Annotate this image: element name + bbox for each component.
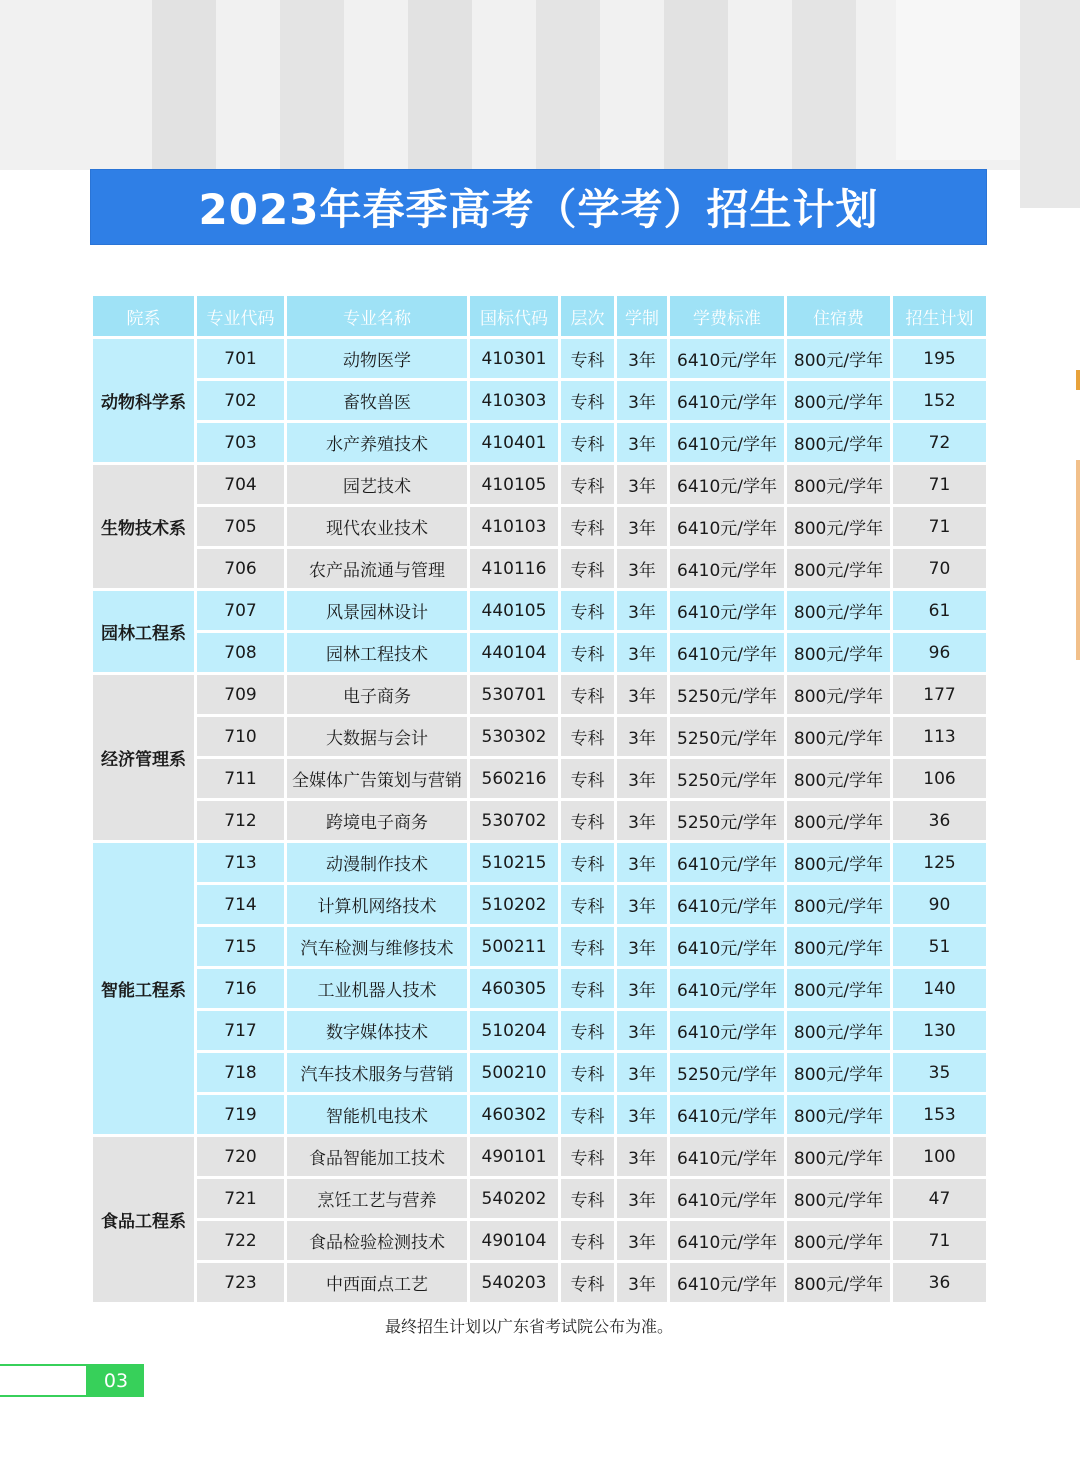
standard-code-cell: 530302: [470, 717, 558, 756]
header-lodging: 住宿费: [787, 296, 890, 336]
lodging-cell: 800元/学年: [787, 1053, 890, 1092]
major-name-cell: 智能机电技术: [287, 1095, 467, 1134]
duration-cell: 3年: [617, 549, 667, 588]
major-name-cell: 全媒体广告策划与营销: [287, 759, 467, 798]
level-cell: 专科: [561, 1011, 614, 1050]
plan-cell: 106: [893, 759, 986, 798]
duration-cell: 3年: [617, 507, 667, 546]
level-cell: 专科: [561, 885, 614, 924]
duration-cell: 3年: [617, 1095, 667, 1134]
table-row: [93, 1263, 986, 1302]
lodging-cell: 800元/学年: [787, 465, 890, 504]
department-cell: 生物技术系: [93, 465, 194, 588]
plan-cell: 72: [893, 423, 986, 462]
plan-cell: 153: [893, 1095, 986, 1134]
tuition-cell: 5250元/学年: [670, 801, 784, 840]
tuition-cell: 6410元/学年: [670, 549, 784, 588]
lodging-cell: 800元/学年: [787, 717, 890, 756]
tuition-cell: 6410元/学年: [670, 507, 784, 546]
duration-cell: 3年: [617, 591, 667, 630]
major-code-cell: 720: [197, 1137, 284, 1176]
standard-code-cell: 500211: [470, 927, 558, 966]
plan-cell: 195: [893, 339, 986, 378]
level-cell: 专科: [561, 717, 614, 756]
page-strip: [0, 1364, 88, 1397]
standard-code-cell: 460302: [470, 1095, 558, 1134]
tuition-cell: 5250元/学年: [670, 717, 784, 756]
plan-cell: 152: [893, 381, 986, 420]
standard-code-cell: 510204: [470, 1011, 558, 1050]
standard-code-cell: 410105: [470, 465, 558, 504]
major-code-cell: 712: [197, 801, 284, 840]
table-row: [93, 423, 986, 462]
major-code-cell: 713: [197, 843, 284, 882]
plan-cell: 36: [893, 1263, 986, 1302]
lodging-cell: 800元/学年: [787, 969, 890, 1008]
lodging-cell: 800元/学年: [787, 1221, 890, 1260]
tuition-cell: 6410元/学年: [670, 381, 784, 420]
table-row: [93, 507, 986, 546]
plan-cell: 71: [893, 1221, 986, 1260]
standard-code-cell: 530702: [470, 801, 558, 840]
header-major-code: 专业代码: [197, 296, 284, 336]
major-name-cell: 汽车检测与维修技术: [287, 927, 467, 966]
standard-code-cell: 410301: [470, 339, 558, 378]
lodging-cell: 800元/学年: [787, 1095, 890, 1134]
major-name-cell: 工业机器人技术: [287, 969, 467, 1008]
plan-cell: 130: [893, 1011, 986, 1050]
department-cell: 智能工程系: [93, 843, 194, 1134]
level-cell: 专科: [561, 465, 614, 504]
major-code-cell: 705: [197, 507, 284, 546]
table-row: [93, 675, 986, 714]
lodging-cell: 800元/学年: [787, 759, 890, 798]
major-code-cell: 707: [197, 591, 284, 630]
lodging-cell: 800元/学年: [787, 1011, 890, 1050]
table-row: [93, 1011, 986, 1050]
standard-code-cell: 460305: [470, 969, 558, 1008]
major-name-cell: 食品检验检测技术: [287, 1221, 467, 1260]
level-cell: 专科: [561, 549, 614, 588]
lodging-cell: 800元/学年: [787, 591, 890, 630]
standard-code-cell: 560216: [470, 759, 558, 798]
tuition-cell: 6410元/学年: [670, 1011, 784, 1050]
major-name-cell: 数字媒体技术: [287, 1011, 467, 1050]
level-cell: 专科: [561, 591, 614, 630]
department-cell: 食品工程系: [93, 1137, 194, 1302]
major-name-cell: 食品智能加工技术: [287, 1137, 467, 1176]
plan-cell: 177: [893, 675, 986, 714]
standard-code-cell: 510215: [470, 843, 558, 882]
header-level: 层次: [561, 296, 614, 336]
department-cell: 园林工程系: [93, 591, 194, 672]
major-code-cell: 701: [197, 339, 284, 378]
table-row: [93, 381, 986, 420]
standard-code-cell: 500210: [470, 1053, 558, 1092]
department-cell: 经济管理系: [93, 675, 194, 840]
table-row: [93, 801, 986, 840]
tuition-cell: 5250元/学年: [670, 675, 784, 714]
major-code-cell: 716: [197, 969, 284, 1008]
duration-cell: 3年: [617, 1263, 667, 1302]
duration-cell: 3年: [617, 843, 667, 882]
tuition-cell: 6410元/学年: [670, 465, 784, 504]
level-cell: 专科: [561, 633, 614, 672]
lodging-cell: 800元/学年: [787, 339, 890, 378]
tuition-cell: 6410元/学年: [670, 423, 784, 462]
duration-cell: 3年: [617, 1137, 667, 1176]
duration-cell: 3年: [617, 1179, 667, 1218]
level-cell: 专科: [561, 927, 614, 966]
standard-code-cell: 530701: [470, 675, 558, 714]
level-cell: 专科: [561, 969, 614, 1008]
major-code-cell: 709: [197, 675, 284, 714]
standard-code-cell: 410116: [470, 549, 558, 588]
standard-code-cell: 410401: [470, 423, 558, 462]
tuition-cell: 6410元/学年: [670, 927, 784, 966]
standard-code-cell: 440105: [470, 591, 558, 630]
lodging-cell: 800元/学年: [787, 633, 890, 672]
level-cell: 专科: [561, 843, 614, 882]
standard-code-cell: 440104: [470, 633, 558, 672]
lodging-cell: 800元/学年: [787, 675, 890, 714]
major-code-cell: 719: [197, 1095, 284, 1134]
duration-cell: 3年: [617, 423, 667, 462]
level-cell: 专科: [561, 759, 614, 798]
major-name-cell: 现代农业技术: [287, 507, 467, 546]
lodging-cell: 800元/学年: [787, 885, 890, 924]
tuition-cell: 6410元/学年: [670, 591, 784, 630]
standard-code-cell: 540202: [470, 1179, 558, 1218]
header-standard-code: 国标代码: [470, 296, 558, 336]
major-name-cell: 大数据与会计: [287, 717, 467, 756]
table-row: [93, 717, 986, 756]
table-row: [93, 1053, 986, 1092]
table-row: [93, 969, 986, 1008]
major-code-cell: 723: [197, 1263, 284, 1302]
major-code-cell: 706: [197, 549, 284, 588]
tuition-cell: 6410元/学年: [670, 843, 784, 882]
tuition-cell: 6410元/学年: [670, 1263, 784, 1302]
header-plan: 招生计划: [893, 296, 986, 336]
major-code-cell: 702: [197, 381, 284, 420]
tuition-cell: 6410元/学年: [670, 633, 784, 672]
tuition-cell: 6410元/学年: [670, 969, 784, 1008]
plan-cell: 47: [893, 1179, 986, 1218]
level-cell: 专科: [561, 507, 614, 546]
level-cell: 专科: [561, 1179, 614, 1218]
standard-code-cell: 410303: [470, 381, 558, 420]
level-cell: 专科: [561, 801, 614, 840]
plan-cell: 61: [893, 591, 986, 630]
table-row: [93, 927, 986, 966]
major-code-cell: 703: [197, 423, 284, 462]
page-number: 03: [88, 1364, 144, 1397]
table-row: [93, 1095, 986, 1134]
major-name-cell: 烹饪工艺与营养: [287, 1179, 467, 1218]
lodging-cell: 800元/学年: [787, 1179, 890, 1218]
lodging-cell: 800元/学年: [787, 381, 890, 420]
plan-cell: 71: [893, 465, 986, 504]
level-cell: 专科: [561, 1095, 614, 1134]
duration-cell: 3年: [617, 885, 667, 924]
level-cell: 专科: [561, 423, 614, 462]
duration-cell: 3年: [617, 339, 667, 378]
table-row: [93, 759, 986, 798]
table-row: [93, 549, 986, 588]
table-row: [93, 633, 986, 672]
plan-cell: 35: [893, 1053, 986, 1092]
plan-cell: 36: [893, 801, 986, 840]
standard-code-cell: 410103: [470, 507, 558, 546]
table-row: [93, 465, 986, 504]
table-row: [93, 1221, 986, 1260]
plan-cell: 113: [893, 717, 986, 756]
level-cell: 专科: [561, 1053, 614, 1092]
edge-accent: [1076, 460, 1080, 660]
major-name-cell: 园艺技术: [287, 465, 467, 504]
major-code-cell: 717: [197, 1011, 284, 1050]
tuition-cell: 6410元/学年: [670, 1095, 784, 1134]
tuition-cell: 5250元/学年: [670, 759, 784, 798]
tuition-cell: 6410元/学年: [670, 885, 784, 924]
lodging-cell: 800元/学年: [787, 1263, 890, 1302]
table-row: [93, 843, 986, 882]
duration-cell: 3年: [617, 675, 667, 714]
header-tuition: 学费标准: [670, 296, 784, 336]
plan-cell: 96: [893, 633, 986, 672]
level-cell: 专科: [561, 381, 614, 420]
edge-accent: [1076, 370, 1080, 390]
duration-cell: 3年: [617, 759, 667, 798]
plan-cell: 71: [893, 507, 986, 546]
plan-cell: 51: [893, 927, 986, 966]
duration-cell: 3年: [617, 1221, 667, 1260]
enrollment-plan-table: [90, 293, 989, 1305]
tuition-cell: 6410元/学年: [670, 339, 784, 378]
major-code-cell: 710: [197, 717, 284, 756]
duration-cell: 3年: [617, 1011, 667, 1050]
lodging-cell: 800元/学年: [787, 927, 890, 966]
major-code-cell: 721: [197, 1179, 284, 1218]
duration-cell: 3年: [617, 633, 667, 672]
duration-cell: 3年: [617, 465, 667, 504]
major-name-cell: 计算机网络技术: [287, 885, 467, 924]
major-name-cell: 畜牧兽医: [287, 381, 467, 420]
table-row: [93, 1179, 986, 1218]
major-code-cell: 714: [197, 885, 284, 924]
lodging-cell: 800元/学年: [787, 507, 890, 546]
duration-cell: 3年: [617, 801, 667, 840]
header-department: 院系: [93, 296, 194, 336]
major-name-cell: 电子商务: [287, 675, 467, 714]
duration-cell: 3年: [617, 717, 667, 756]
standard-code-cell: 490101: [470, 1137, 558, 1176]
tuition-cell: 6410元/学年: [670, 1137, 784, 1176]
lodging-cell: 800元/学年: [787, 423, 890, 462]
major-name-cell: 动漫制作技术: [287, 843, 467, 882]
standard-code-cell: 490104: [470, 1221, 558, 1260]
lodging-cell: 800元/学年: [787, 801, 890, 840]
level-cell: 专科: [561, 1221, 614, 1260]
standard-code-cell: 510202: [470, 885, 558, 924]
table-row: [93, 1137, 986, 1176]
major-code-cell: 704: [197, 465, 284, 504]
duration-cell: 3年: [617, 969, 667, 1008]
major-name-cell: 风景园林设计: [287, 591, 467, 630]
tuition-cell: 6410元/学年: [670, 1179, 784, 1218]
duration-cell: 3年: [617, 381, 667, 420]
major-name-cell: 汽车技术服务与营销: [287, 1053, 467, 1092]
table-row: [93, 591, 986, 630]
department-cell: 动物科学系: [93, 339, 194, 462]
plan-cell: 140: [893, 969, 986, 1008]
level-cell: 专科: [561, 1137, 614, 1176]
lodging-cell: 800元/学年: [787, 549, 890, 588]
duration-cell: 3年: [617, 1053, 667, 1092]
level-cell: 专科: [561, 1263, 614, 1302]
plan-cell: 100: [893, 1137, 986, 1176]
major-code-cell: 715: [197, 927, 284, 966]
page-title: 2023年春季高考（学考）招生计划: [90, 169, 987, 245]
major-name-cell: 园林工程技术: [287, 633, 467, 672]
table-row: [93, 339, 986, 378]
table-row: [93, 885, 986, 924]
plan-cell: 125: [893, 843, 986, 882]
major-code-cell: 718: [197, 1053, 284, 1092]
standard-code-cell: 540203: [470, 1263, 558, 1302]
major-name-cell: 跨境电子商务: [287, 801, 467, 840]
major-name-cell: 动物医学: [287, 339, 467, 378]
major-code-cell: 708: [197, 633, 284, 672]
footnote: 最终招生计划以广东省考试院公布为准。: [384, 1317, 673, 1336]
major-name-cell: 中西面点工艺: [287, 1263, 467, 1302]
header-duration: 学制: [617, 296, 667, 336]
plan-cell: 70: [893, 549, 986, 588]
major-name-cell: 水产养殖技术: [287, 423, 467, 462]
major-code-cell: 711: [197, 759, 284, 798]
plan-cell: 90: [893, 885, 986, 924]
level-cell: 专科: [561, 339, 614, 378]
tuition-cell: 6410元/学年: [670, 1221, 784, 1260]
major-name-cell: 农产品流通与管理: [287, 549, 467, 588]
header-major-name: 专业名称: [287, 296, 467, 336]
duration-cell: 3年: [617, 927, 667, 966]
major-code-cell: 722: [197, 1221, 284, 1260]
tuition-cell: 5250元/学年: [670, 1053, 784, 1092]
level-cell: 专科: [561, 675, 614, 714]
table-header-row: [93, 296, 986, 336]
lodging-cell: 800元/学年: [787, 1137, 890, 1176]
lodging-cell: 800元/学年: [787, 843, 890, 882]
